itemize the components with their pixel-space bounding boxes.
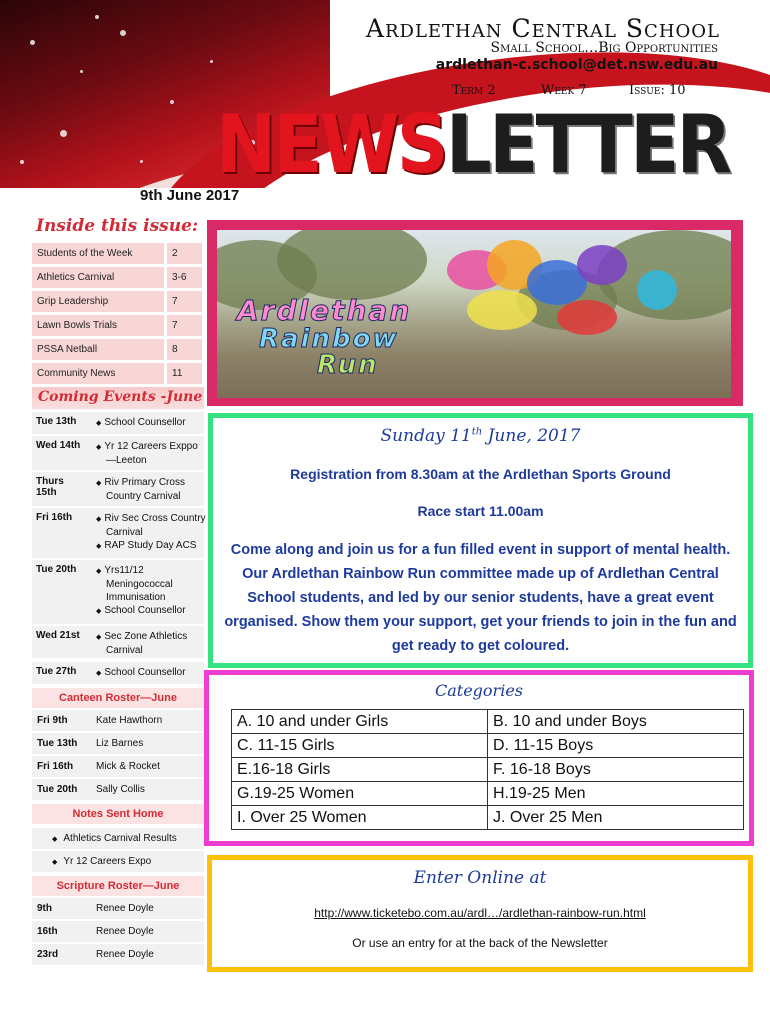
ticket-link[interactable]: http://www.ticketebo.com.au/ardl…/ardlethan-rainbow-run.html xyxy=(314,906,646,920)
event-row xyxy=(32,662,204,686)
toc-topic: Athletics Carnival xyxy=(32,266,166,290)
school-email[interactable]: ardlethan-c.school@det.nsw.edu.au xyxy=(435,57,718,73)
toc-page: 11 xyxy=(166,362,203,386)
roster-date: Fri 16th xyxy=(37,761,74,772)
category-cell: I. Over 25 Women xyxy=(232,806,488,830)
roster-name: Renee Doyle xyxy=(96,903,154,914)
category-cell: H.19-25 Men xyxy=(488,782,744,806)
toc-topic: Community News xyxy=(32,362,166,386)
event-date: Tue 13th xyxy=(36,416,77,427)
roster-name: Renee Doyle xyxy=(96,949,154,960)
event-description: Come along and join us for a fun filled event in support of mental health. Our Ardlethan Rainbow Run committee made up of Ardlethan Central School students, and led by our senior students, have a great event organised. Show them your support, get your friends to join in the fun and get ready to get coloured. xyxy=(224,542,737,654)
newsletter-masthead xyxy=(216,100,729,190)
canteen-row xyxy=(32,779,204,802)
event-item: ◆ Riv Sec Cross Country Carnival xyxy=(96,512,206,539)
event-row xyxy=(32,626,204,660)
event-date: Wed 21st xyxy=(36,630,80,641)
note-text: ◆ Yr 12 Careers Expo xyxy=(52,856,151,867)
issue-label: Issue: 10 xyxy=(629,83,686,98)
toc-row xyxy=(32,290,202,314)
category-cell: F. 16-18 Boys xyxy=(488,758,744,782)
toc-page: 7 xyxy=(166,314,203,338)
roster-date: 9th xyxy=(37,903,52,914)
rainbow-run-photo xyxy=(217,230,731,398)
toc-row xyxy=(32,338,202,362)
category-row xyxy=(232,806,744,830)
coming-events-title: Coming Events -June xyxy=(38,389,203,405)
canteen-row xyxy=(32,756,204,779)
event-row xyxy=(32,436,204,472)
roster-date: 16th xyxy=(37,926,58,937)
category-cell: D. 11-15 Boys xyxy=(488,734,744,758)
toc-row xyxy=(32,243,202,266)
roster-name: Kate Hawthorn xyxy=(96,715,163,726)
photo-word: Rainbow xyxy=(259,324,399,354)
school-tagline: Small School…Big Opportunities xyxy=(490,40,718,56)
toc-row xyxy=(32,314,202,338)
toc-topic: Grip Leadership xyxy=(32,290,166,314)
toc-page: 2 xyxy=(166,243,203,266)
event-item: ◆ Yr 12 Careers Exppo—Leeton xyxy=(96,440,206,467)
roster-name: Renee Doyle xyxy=(96,926,154,937)
roster-date: Tue 13th xyxy=(37,738,78,749)
toc-row xyxy=(32,362,202,386)
week-label: Week 7 xyxy=(541,83,587,98)
category-cell: E.16-18 Girls xyxy=(232,758,488,782)
enter-online-box xyxy=(207,855,753,972)
event-date: Tue 20th xyxy=(36,564,77,575)
toc-page: 3-6 xyxy=(166,266,203,290)
note-item xyxy=(32,828,204,849)
roster-name: Liz Barnes xyxy=(96,738,144,749)
event-date: Tue 27th xyxy=(36,666,77,677)
event-row xyxy=(32,508,204,560)
school-name: Ardlethan Central School xyxy=(365,14,720,43)
canteen-roster-title: Canteen Roster—June xyxy=(32,688,204,708)
event-date: Wed 14th xyxy=(36,440,81,451)
toc-page: 7 xyxy=(166,290,203,314)
event-item: ◆ School Counsellor xyxy=(96,416,206,430)
canteen-row xyxy=(32,710,204,733)
enter-online-title: Enter Online at xyxy=(413,868,547,888)
categories-title: Categories xyxy=(435,681,523,700)
toc-topic: Lawn Bowls Trials xyxy=(32,314,166,338)
event-date: Fri 16th xyxy=(36,512,73,523)
race-start-text: Race start 11.00am xyxy=(417,503,544,519)
event-date: Thurs 15th xyxy=(36,476,64,498)
scripture-roster-title: Scripture Roster—June xyxy=(32,876,204,896)
event-row xyxy=(32,560,204,626)
category-row xyxy=(232,758,744,782)
event-row xyxy=(32,412,204,436)
note-item xyxy=(32,851,204,872)
category-row xyxy=(232,782,744,806)
event-item: ◆ RAP Study Day ACS xyxy=(96,539,206,553)
category-cell: J. Over 25 Men xyxy=(488,806,744,830)
event-details-box xyxy=(208,413,753,668)
note-text: ◆ Athletics Carnival Results xyxy=(52,833,177,844)
category-cell: B. 10 and under Boys xyxy=(488,710,744,734)
categories-table xyxy=(231,709,744,830)
roster-date: Fri 9th xyxy=(37,715,68,726)
term-label: Term 2 xyxy=(452,83,496,98)
roster-name: Sally Collis xyxy=(96,784,145,795)
toc-topic: PSSA Netball xyxy=(32,338,166,362)
photo-word: Run xyxy=(317,350,379,380)
roster-date: Tue 20th xyxy=(37,784,78,795)
event-item: ◆ School Counsellor xyxy=(96,604,191,618)
event-item: ◆ Riv Primary Cross Country Carnival xyxy=(96,476,206,503)
event-item: ◆ Sec Zone Athletics Carnival xyxy=(96,630,206,657)
entry-form-note: Or use an entry for at the back of the Newsletter xyxy=(352,936,608,950)
scripture-row xyxy=(32,944,204,967)
issue-date: 9th June 2017 xyxy=(140,187,240,204)
event-row xyxy=(32,472,204,508)
toc-row xyxy=(32,266,202,290)
registration-text: Registration from 8.30am at the Ardlethan Sports Ground xyxy=(290,466,671,482)
category-cell: A. 10 and under Girls xyxy=(232,710,488,734)
scripture-row xyxy=(32,921,204,944)
toc-table xyxy=(32,243,202,387)
category-row xyxy=(232,710,744,734)
toc-topic: Students of the Week xyxy=(32,243,166,266)
categories-box xyxy=(204,670,754,846)
inside-issue-title: Inside this issue: xyxy=(36,216,199,236)
category-row xyxy=(232,734,744,758)
category-cell: G.19-25 Women xyxy=(232,782,488,806)
scripture-row xyxy=(32,898,204,921)
canteen-row xyxy=(32,733,204,756)
photo-word: Ardlethan xyxy=(237,294,412,327)
category-cell: C. 11-15 Girls xyxy=(232,734,488,758)
coming-events-header xyxy=(32,387,204,409)
roster-date: 23rd xyxy=(37,949,59,960)
notes-sent-home-title: Notes Sent Home xyxy=(32,804,204,824)
masthead-letter: LETTER xyxy=(445,98,730,191)
roster-name: Mick & Rocket xyxy=(96,761,160,772)
toc-page: 8 xyxy=(166,338,203,362)
masthead-news: NEWS xyxy=(216,98,446,191)
event-item: ◆ Yrs11/12 Meningococcal Immunisation xyxy=(96,564,191,604)
event-item: ◆ School Counsellor xyxy=(96,666,206,680)
event-date-title: Sunday 11th June, 2017 xyxy=(380,426,581,446)
